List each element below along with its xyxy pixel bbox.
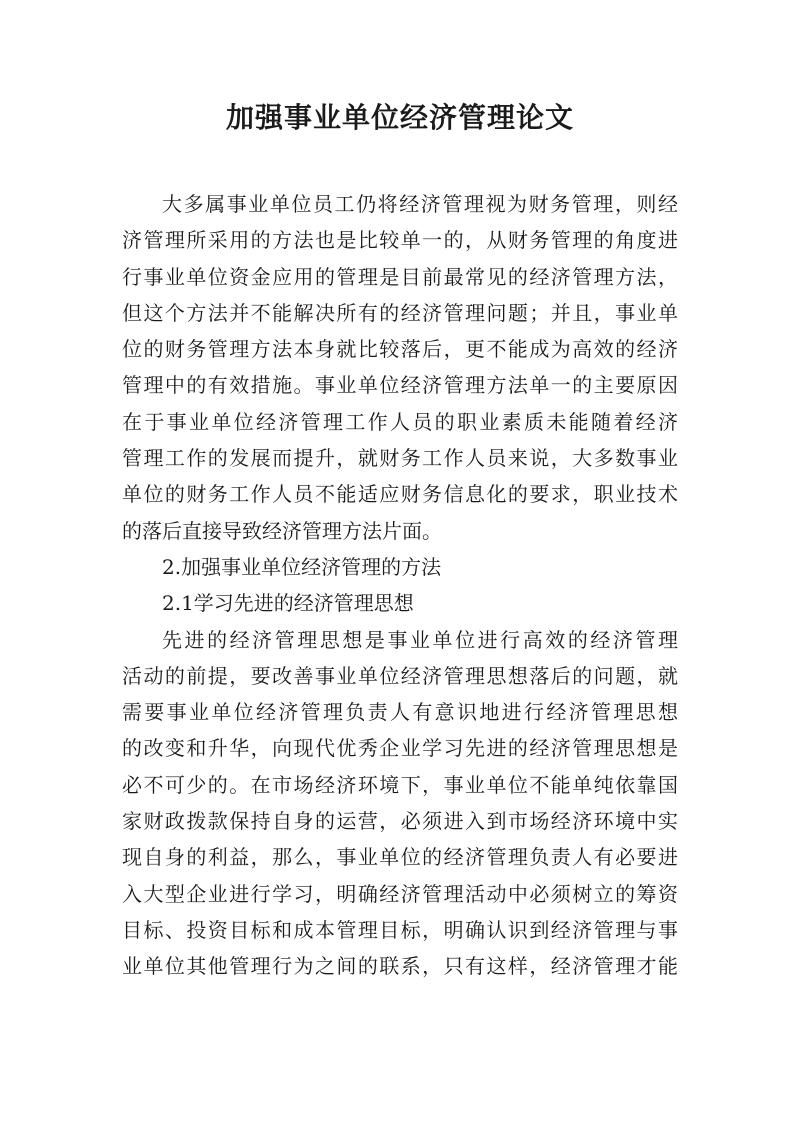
paragraph-line: 目标、投资目标和成本管理目标，明确认识到经济管理与事: [122, 917, 678, 942]
document-title: 加强事业单位经济管理论文: [225, 101, 574, 134]
paragraph-line: 家财政拨款保持自身的运营，必须进入到市场经济环境中实: [122, 809, 678, 834]
paragraph-line: 大多属事业单位员工仍将经济管理视为财务管理，则经: [162, 192, 678, 216]
paragraph-line: 现自身的利益，那么，事业单位的经济管理负责人有必要进: [122, 845, 678, 870]
subsection-heading: 2.1学习先进的经济管理思想: [162, 591, 414, 616]
paragraph-2: [122, 622, 678, 985]
section-heading: 2.加强事业单位经济管理的方法: [162, 554, 442, 579]
paragraph-line: 的落后直接导致经济管理方法片面。: [122, 518, 442, 543]
paragraph-line: 在于事业单位经济管理工作人员的职业素质未能随着经济: [122, 409, 678, 434]
paragraph-line: 先进的经济管理思想是事业单位进行高效的经济管理: [162, 627, 678, 652]
paragraph-line: 位的财务管理方法本身就比较落后，更不能成为高效的经济: [122, 337, 678, 362]
paragraph-line: 活动的前提，要改善事业单位经济管理思想落后的问题，就: [122, 663, 678, 688]
paragraph-line: 业单位其他管理行为之间的联系，只有这样，经济管理才能: [122, 954, 678, 979]
paragraph-line: 的改变和升华，向现代优秀企业学习先进的经济管理思想是: [122, 736, 678, 761]
document-body: [122, 186, 678, 985]
paragraph-line: 但这个方法并不能解决所有的经济管理问题；并且，事业单: [122, 300, 678, 325]
paragraph-line: 管理工作的发展而提升，就财务工作人员来说，大多数事业: [122, 446, 678, 471]
paragraph-1: [122, 186, 678, 549]
paragraph-line: 必不可少的。在市场经济环境下，事业单位不能单纯依靠国: [122, 772, 678, 797]
paragraph-line: 行事业单位资金应用的管理是目前最常见的经济管理方法，: [122, 264, 678, 289]
paragraph-line: 需要事业单位经济管理负责人有意识地进行经济管理思想: [122, 700, 678, 725]
paragraph-line: 济管理所采用的方法也是比较单一的，从财务管理的角度进: [122, 228, 678, 253]
paragraph-line: 单位的财务工作人员不能适应财务信息化的要求，职业技术: [122, 482, 678, 507]
paragraph-line: 入大型企业进行学习，明确经济管理活动中必须树立的筹资: [122, 881, 678, 906]
paragraph-line: 管理中的有效措施。事业单位经济管理方法单一的主要原因: [122, 373, 678, 398]
